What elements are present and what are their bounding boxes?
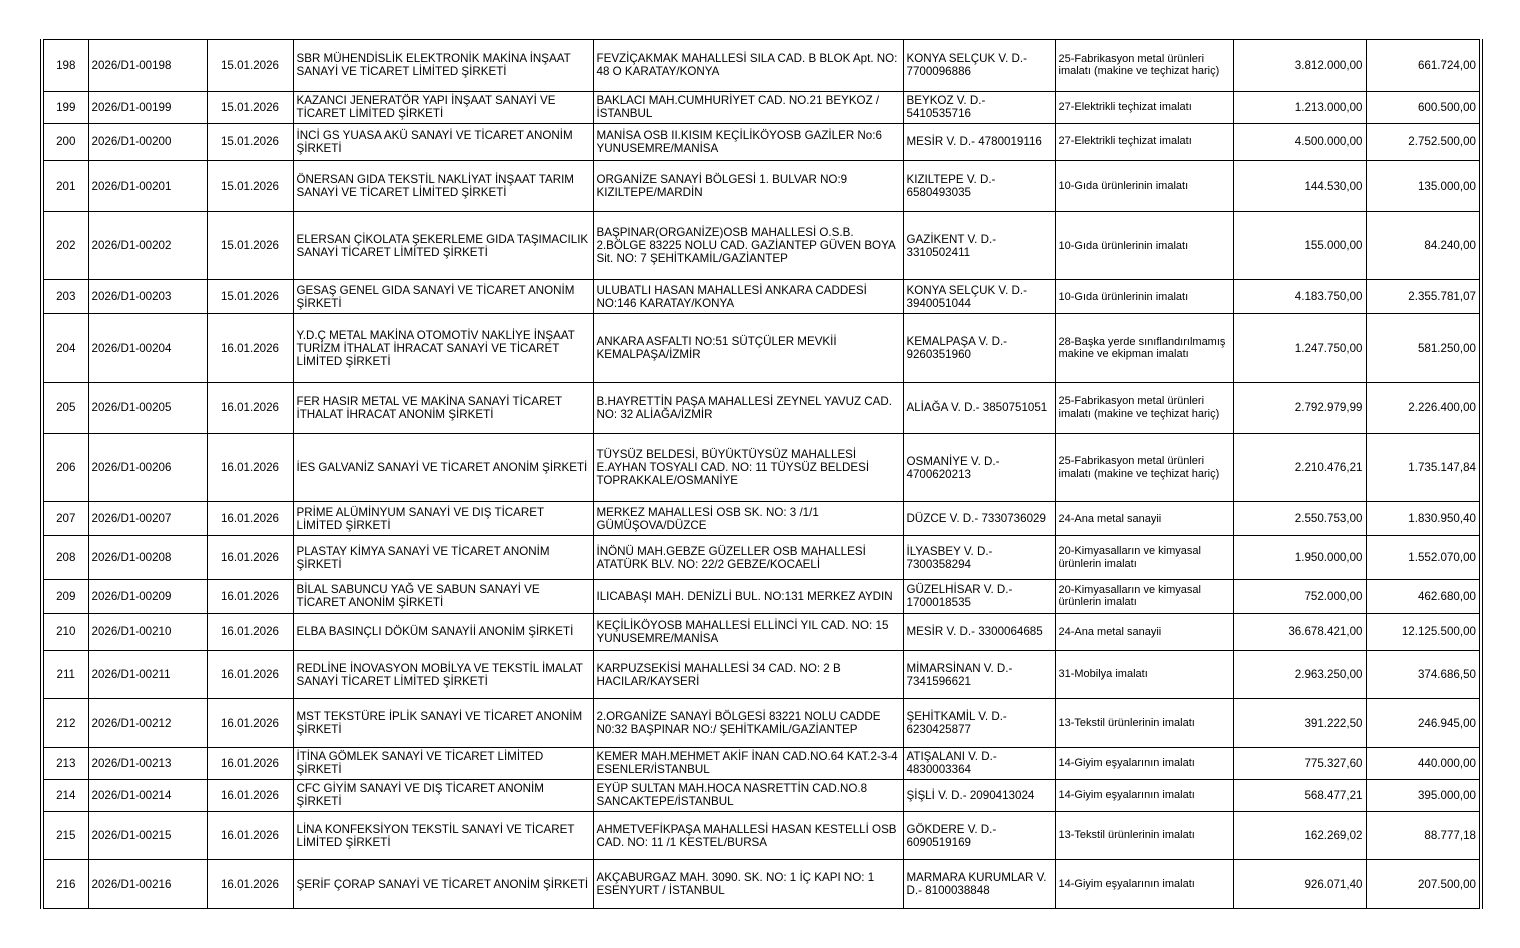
tax-office-cell: ŞİŞLİ V. D.- 2090413024: [903, 779, 1055, 811]
tax-office-cell: MİMARSİNAN V. D.- 7341596621: [903, 650, 1055, 699]
issue-date-cell: 15.01.2026: [207, 91, 293, 123]
sector-cell: 25-Fabrikasyon metal ürünleri imalatı (makine ve teçhizat hariç): [1055, 382, 1233, 434]
company-name-cell: PLASTAY KİMYA SANAYİ VE TİCARET ANONİM ŞİRKETİ: [293, 536, 593, 579]
tax-office-cell: İLYASBEY V. D.- 7300358294: [903, 536, 1055, 579]
tax-office-cell: KONYA SELÇUK V. D.- 3940051044: [903, 280, 1055, 314]
investment-amount-cell: 4.183.750,00: [1233, 280, 1366, 314]
support-amount-cell: 84.240,00: [1366, 212, 1479, 280]
company-name-cell: MST TEKSTÜRE İPLİK SANAYİ VE TİCARET ANONİM ŞİRKETİ: [293, 699, 593, 748]
support-amount-cell: 1.735.147,84: [1366, 434, 1479, 502]
company-name-cell: SBR MÜHENDİSLİK ELEKTRONİK MAKİNA İNŞAAT SANAYİ VE TİCARET LİMİTED ŞİRKETİ: [293, 40, 593, 92]
issue-date-cell: 16.01.2026: [207, 579, 293, 613]
sector-cell: 14-Giyim eşyalarının imalatı: [1055, 747, 1233, 779]
row-number-cell: 215: [44, 811, 88, 860]
company-name-cell: CFC GİYİM SANAYİ VE DIŞ TİCARET ANONİM ŞİRKETİ: [293, 779, 593, 811]
investment-amount-cell: 926.071,40: [1233, 860, 1366, 909]
row-number-cell: 204: [44, 314, 88, 382]
table-row: [44, 811, 1479, 860]
support-amount-cell: 462.680,00: [1366, 579, 1479, 613]
row-number-cell: 214: [44, 779, 88, 811]
table-row: [44, 650, 1479, 699]
document-number-cell: 2026/D1-00207: [88, 502, 207, 536]
investment-amount-cell: 2.550.753,00: [1233, 502, 1366, 536]
document-number-cell: 2026/D1-00212: [88, 699, 207, 748]
support-amount-cell: 374.686,50: [1366, 650, 1479, 699]
company-name-cell: KAZANCI JENERATÖR YAPI İNŞAAT SANAYİ VE TİCARET LİMİTED ŞİRKETİ: [293, 91, 593, 123]
tax-office-cell: GÖKDERE V. D.- 6090519169: [903, 811, 1055, 860]
company-name-cell: Y.D.Ç METAL MAKİNA OTOMOTİV NAKLİYE İNŞAAT TURİZM İTHALAT İHRACAT SANAYİ VE TİCARET LİMİTED ŞİRKETİ: [293, 314, 593, 382]
company-address-cell: ORGANİZE SANAYİ BÖLGESİ 1. BULVAR NO:9 KIZILTEPE/MARDİN: [593, 160, 903, 212]
issue-date-cell: 16.01.2026: [207, 811, 293, 860]
issue-date-cell: 15.01.2026: [207, 123, 293, 160]
table-row: [44, 579, 1479, 613]
company-address-cell: MERKEZ MAHALLESİ OSB SK. NO: 3 /1/1 GÜMÜŞOVA/DÜZCE: [593, 502, 903, 536]
investment-amount-cell: 2.963.250,00: [1233, 650, 1366, 699]
row-number-cell: 206: [44, 434, 88, 502]
company-address-cell: MANİSA OSB II.KISIM KEÇİLİKÖYOSB GAZİLER No:6 YUNUSEMRE/MANİSA: [593, 123, 903, 160]
company-name-cell: GESAŞ GENEL GIDA SANAYİ VE TİCARET ANONİM ŞİRKETİ: [293, 280, 593, 314]
investment-amount-cell: 162.269,02: [1233, 811, 1366, 860]
table-row: [44, 212, 1479, 280]
company-name-cell: İTİNA GÖMLEK SANAYİ VE TİCARET LİMİTED ŞİRKETİ: [293, 747, 593, 779]
investment-amount-cell: 775.327,60: [1233, 747, 1366, 779]
sector-cell: 10-Gıda ürünlerinin imalatı: [1055, 212, 1233, 280]
investment-amount-cell: 4.500.000,00: [1233, 123, 1366, 160]
issue-date-cell: 15.01.2026: [207, 212, 293, 280]
support-amount-cell: 1.552.070,00: [1366, 536, 1479, 579]
investment-amount-cell: 36.678.421,00: [1233, 613, 1366, 650]
incentive-table: [44, 39, 1479, 909]
company-name-cell: REDLİNE İNOVASYON MOBİLYA VE TEKSTİL İMALAT SANAYİ TİCARET LİMİTED ŞİRKETİ: [293, 650, 593, 699]
support-amount-cell: 135.000,00: [1366, 160, 1479, 212]
company-address-cell: EYÜP SULTAN MAH.HOCA NASRETTİN CAD.NO.8 SANCAKTEPE/İSTANBUL: [593, 779, 903, 811]
issue-date-cell: 16.01.2026: [207, 502, 293, 536]
company-name-cell: ELBA BASINÇLI DÖKÜM SANAYİİ ANONİM ŞİRKETİ: [293, 613, 593, 650]
document-number-cell: 2026/D1-00208: [88, 536, 207, 579]
sector-cell: 13-Tekstil ürünlerinin imalatı: [1055, 811, 1233, 860]
tax-office-cell: MESİR V. D.- 3300064685: [903, 613, 1055, 650]
row-number-cell: 198: [44, 40, 88, 92]
tax-office-cell: MARMARA KURUMLAR V. D.- 8100038848: [903, 860, 1055, 909]
sector-cell: 14-Giyim eşyalarının imalatı: [1055, 779, 1233, 811]
support-amount-cell: 2.226.400,00: [1366, 382, 1479, 434]
support-amount-cell: 246.945,00: [1366, 699, 1479, 748]
table-row: [44, 280, 1479, 314]
investment-amount-cell: 3.812.000,00: [1233, 40, 1366, 92]
issue-date-cell: 15.01.2026: [207, 40, 293, 92]
company-address-cell: ILICABAŞI MAH. DENİZLİ BUL. NO:131 MERKEZ AYDIN: [593, 579, 903, 613]
row-number-cell: 211: [44, 650, 88, 699]
company-name-cell: LİNA KONFEKSİYON TEKSTİL SANAYİ VE TİCARET LİMİTED ŞİRKETİ: [293, 811, 593, 860]
investment-amount-cell: 1.950.000,00: [1233, 536, 1366, 579]
document-number-cell: 2026/D1-00205: [88, 382, 207, 434]
tax-office-cell: ATIŞALANI V. D.- 4830003364: [903, 747, 1055, 779]
investment-amount-cell: 391.222,50: [1233, 699, 1366, 748]
document-number-cell: 2026/D1-00201: [88, 160, 207, 212]
row-number-cell: 212: [44, 699, 88, 748]
document-number-cell: 2026/D1-00214: [88, 779, 207, 811]
table-row: [44, 382, 1479, 434]
company-address-cell: BAŞPINAR(ORGANİZE)OSB MAHALLESİ O.S.B. 2.BÖLGE 83225 NOLU CAD. GAZİANTEP GÜVEN BOYA Sit. NO: 7 ŞEHİTKAMİL/GAZİANTEP: [593, 212, 903, 280]
sector-cell: 27-Elektrikli teçhizat imalatı: [1055, 123, 1233, 160]
investment-amount-cell: 1.213.000,00: [1233, 91, 1366, 123]
company-address-cell: 2.ORGANİZE SANAYİ BÖLGESİ 83221 NOLU CADDE N0:32 BAŞPINAR NO:/ ŞEHİTKAMİL/GAZİANTEP: [593, 699, 903, 748]
row-number-cell: 203: [44, 280, 88, 314]
tax-office-cell: OSMANİYE V. D.- 4700620213: [903, 434, 1055, 502]
investment-amount-cell: 752.000,00: [1233, 579, 1366, 613]
document-number-cell: 2026/D1-00206: [88, 434, 207, 502]
issue-date-cell: 16.01.2026: [207, 860, 293, 909]
investment-amount-cell: 155.000,00: [1233, 212, 1366, 280]
support-amount-cell: 395.000,00: [1366, 779, 1479, 811]
issue-date-cell: 15.01.2026: [207, 280, 293, 314]
tax-office-cell: BEYKOZ V. D.- 5410535716: [903, 91, 1055, 123]
row-number-cell: 213: [44, 747, 88, 779]
tax-office-cell: ŞEHİTKAMİL V. D.- 6230425877: [903, 699, 1055, 748]
tax-office-cell: GAZİKENT V. D.- 3310502411: [903, 212, 1055, 280]
sector-cell: 20-Kimyasalların ve kimyasal ürünlerin imalatı: [1055, 536, 1233, 579]
issue-date-cell: 16.01.2026: [207, 314, 293, 382]
document-page: [40, 39, 1483, 909]
support-amount-cell: 207.500,00: [1366, 860, 1479, 909]
sector-cell: 13-Tekstil ürünlerinin imalatı: [1055, 699, 1233, 748]
investment-amount-cell: 144.530,00: [1233, 160, 1366, 212]
document-number-cell: 2026/D1-00213: [88, 747, 207, 779]
table-row: [44, 314, 1479, 382]
company-address-cell: KEMER MAH.MEHMET AKİF İNAN CAD.NO.64 KAT.2-3-4 ESENLER/İSTANBUL: [593, 747, 903, 779]
row-number-cell: 210: [44, 613, 88, 650]
tax-office-cell: ALİAĞA V. D.- 3850751051: [903, 382, 1055, 434]
document-number-cell: 2026/D1-00204: [88, 314, 207, 382]
table-row: [44, 860, 1479, 909]
company-address-cell: AKÇABURGAZ MAH. 3090. SK. NO: 1 İÇ KAPI NO: 1 ESENYURT / İSTANBUL: [593, 860, 903, 909]
row-number-cell: 205: [44, 382, 88, 434]
issue-date-cell: 16.01.2026: [207, 699, 293, 748]
support-amount-cell: 600.500,00: [1366, 91, 1479, 123]
sector-cell: 24-Ana metal sanayii: [1055, 613, 1233, 650]
document-number-cell: 2026/D1-00211: [88, 650, 207, 699]
investment-amount-cell: 2.210.476,21: [1233, 434, 1366, 502]
table-row: [44, 40, 1479, 92]
issue-date-cell: 16.01.2026: [207, 779, 293, 811]
table-row: [44, 91, 1479, 123]
tax-office-cell: KEMALPAŞA V. D.- 9260351960: [903, 314, 1055, 382]
investment-amount-cell: 2.792.979,99: [1233, 382, 1366, 434]
sector-cell: 28-Başka yerde sınıflandırılmamış makine ve ekipman imalatı: [1055, 314, 1233, 382]
table-row: [44, 747, 1479, 779]
company-address-cell: TÜYSÜZ BELDESİ, BÜYÜKTÜYSÜZ MAHALLESİ E.AYHAN TOSYALI CAD. NO: 11 TÜYSÜZ BELDESİ TOPRAKKALE/OSMANİYE: [593, 434, 903, 502]
tax-office-cell: KIZILTEPE V. D.- 6580493035: [903, 160, 1055, 212]
row-number-cell: 200: [44, 123, 88, 160]
support-amount-cell: 581.250,00: [1366, 314, 1479, 382]
investment-amount-cell: 1.247.750,00: [1233, 314, 1366, 382]
sector-cell: 25-Fabrikasyon metal ürünleri imalatı (makine ve teçhizat hariç): [1055, 434, 1233, 502]
support-amount-cell: 88.777,18: [1366, 811, 1479, 860]
row-number-cell: 202: [44, 212, 88, 280]
support-amount-cell: 2.355.781,07: [1366, 280, 1479, 314]
sector-cell: 10-Gıda ürünlerinin imalatı: [1055, 160, 1233, 212]
investment-amount-cell: 568.477,21: [1233, 779, 1366, 811]
company-address-cell: FEVZİÇAKMAK MAHALLESİ SILA CAD. B BLOK Apt. NO: 48 O KARATAY/KONYA: [593, 40, 903, 92]
table-row: [44, 779, 1479, 811]
row-number-cell: 216: [44, 860, 88, 909]
issue-date-cell: 16.01.2026: [207, 747, 293, 779]
company-name-cell: İNCİ GS YUASA AKÜ SANAYİ VE TİCARET ANONİM ŞİRKETİ: [293, 123, 593, 160]
company-name-cell: PRİME ALÜMİNYUM SANAYİ VE DIŞ TİCARET LİMİTED ŞİRKETİ: [293, 502, 593, 536]
issue-date-cell: 15.01.2026: [207, 160, 293, 212]
company-name-cell: ELERSAN ÇİKOLATA ŞEKERLEME GIDA TAŞIMACILIK SANAYİ TİCARET LİMİTED ŞİRKETİ: [293, 212, 593, 280]
document-number-cell: 2026/D1-00203: [88, 280, 207, 314]
company-address-cell: AHMETVEFİKPAŞA MAHALLESİ HASAN KESTELLİ OSB CAD. NO: 11 /1 KESTEL/BURSA: [593, 811, 903, 860]
issue-date-cell: 16.01.2026: [207, 650, 293, 699]
row-number-cell: 201: [44, 160, 88, 212]
document-number-cell: 2026/D1-00210: [88, 613, 207, 650]
document-number-cell: 2026/D1-00202: [88, 212, 207, 280]
company-name-cell: ŞERİF ÇORAP SANAYİ VE TİCARET ANONİM ŞİRKETİ: [293, 860, 593, 909]
company-address-cell: KEÇİLİKÖYOSB MAHALLESİ ELLİNCİ YIL CAD. NO: 15 YUNUSEMRE/MANİSA: [593, 613, 903, 650]
sector-cell: 14-Giyim eşyalarının imalatı: [1055, 860, 1233, 909]
company-address-cell: BAKLACI MAH.CUMHURİYET CAD. NO.21 BEYKOZ / İSTANBUL: [593, 91, 903, 123]
table-row: [44, 434, 1479, 502]
table-row: [44, 160, 1479, 212]
issue-date-cell: 16.01.2026: [207, 536, 293, 579]
company-name-cell: FER HASIR METAL VE MAKİNA SANAYİ TİCARET İTHALAT İHRACAT ANONİM ŞİRKETİ: [293, 382, 593, 434]
table-row: [44, 536, 1479, 579]
sector-cell: 25-Fabrikasyon metal ürünleri imalatı (makine ve teçhizat hariç): [1055, 40, 1233, 92]
document-number-cell: 2026/D1-00198: [88, 40, 207, 92]
support-amount-cell: 1.830.950,40: [1366, 502, 1479, 536]
issue-date-cell: 16.01.2026: [207, 434, 293, 502]
row-number-cell: 209: [44, 579, 88, 613]
row-number-cell: 207: [44, 502, 88, 536]
company-name-cell: BİLAL SABUNCU YAĞ VE SABUN SANAYİ VE TİCARET ANONİM ŞİRKETİ: [293, 579, 593, 613]
sector-cell: 27-Elektrikli teçhizat imalatı: [1055, 91, 1233, 123]
document-number-cell: 2026/D1-00209: [88, 579, 207, 613]
tax-office-cell: DÜZCE V. D.- 7330736029: [903, 502, 1055, 536]
sector-cell: 20-Kimyasalların ve kimyasal ürünlerin imalatı: [1055, 579, 1233, 613]
company-name-cell: İES GALVANİZ SANAYİ VE TİCARET ANONİM ŞİRKETİ: [293, 434, 593, 502]
table-row: [44, 502, 1479, 536]
support-amount-cell: 2.752.500,00: [1366, 123, 1479, 160]
tax-office-cell: GÜZELHİSAR V. D.- 1700018535: [903, 579, 1055, 613]
issue-date-cell: 16.01.2026: [207, 382, 293, 434]
company-address-cell: B.HAYRETTİN PAŞA MAHALLESİ ZEYNEL YAVUZ CAD. NO: 32 ALİAĞA/İZMİR: [593, 382, 903, 434]
document-number-cell: 2026/D1-00200: [88, 123, 207, 160]
company-address-cell: İNÖNÜ MAH.GEBZE GÜZELLER OSB MAHALLESİ ATATÜRK BLV. NO: 22/2 GEBZE/KOCAELİ: [593, 536, 903, 579]
document-number-cell: 2026/D1-00216: [88, 860, 207, 909]
document-number-cell: 2026/D1-00199: [88, 91, 207, 123]
table-row: [44, 699, 1479, 748]
issue-date-cell: 16.01.2026: [207, 613, 293, 650]
sector-cell: 10-Gıda ürünlerinin imalatı: [1055, 280, 1233, 314]
tax-office-cell: MESİR V. D.- 4780019116: [903, 123, 1055, 160]
document-number-cell: 2026/D1-00215: [88, 811, 207, 860]
sector-cell: 31-Mobilya imalatı: [1055, 650, 1233, 699]
sector-cell: 24-Ana metal sanayii: [1055, 502, 1233, 536]
support-amount-cell: 12.125.500,00: [1366, 613, 1479, 650]
table-row: [44, 123, 1479, 160]
row-number-cell: 208: [44, 536, 88, 579]
row-number-cell: 199: [44, 91, 88, 123]
support-amount-cell: 661.724,00: [1366, 40, 1479, 92]
company-address-cell: KARPUZSEKİSİ MAHALLESİ 34 CAD. NO: 2 B HACILAR/KAYSERİ: [593, 650, 903, 699]
support-amount-cell: 440.000,00: [1366, 747, 1479, 779]
company-address-cell: ULUBATLI HASAN MAHALLESİ ANKARA CADDESİ NO:146 KARATAY/KONYA: [593, 280, 903, 314]
company-address-cell: ANKARA ASFALTI NO:51 SÜTÇÜLER MEVKİİ KEMALPAŞA/İZMİR: [593, 314, 903, 382]
table-row: [44, 613, 1479, 650]
tax-office-cell: KONYA SELÇUK V. D.- 7700096886: [903, 40, 1055, 92]
company-name-cell: ÖNERSAN GIDA TEKSTİL NAKLİYAT İNŞAAT TARIM SANAYİ VE TİCARET LİMİTED ŞİRKETİ: [293, 160, 593, 212]
